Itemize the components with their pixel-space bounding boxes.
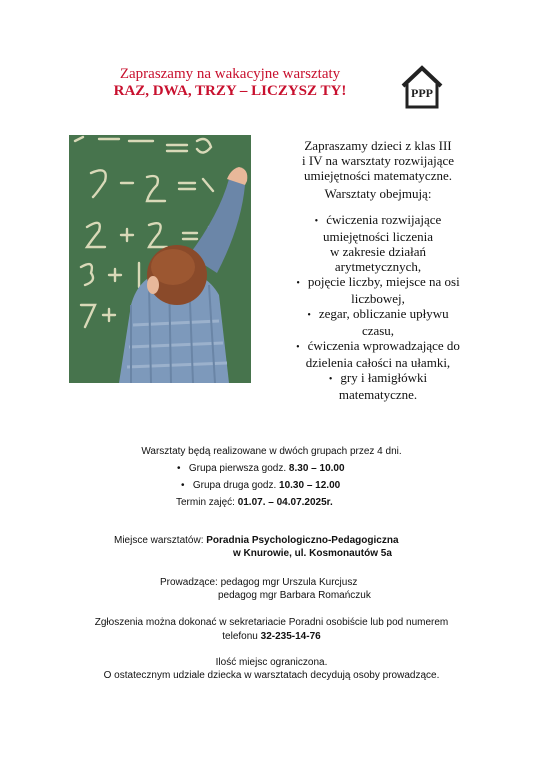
term: Termin zajęć: 01.07. – 04.07.2025r.: [176, 497, 333, 508]
bullet-icon: •: [177, 463, 181, 474]
registration-phone: telefonu 32-235-14-76: [222, 631, 321, 642]
intro-line: i IV na warsztaty rozwijające: [301, 153, 455, 168]
place-address: w Knurowie, ul. Kosmonautów 5a: [233, 548, 392, 559]
limited-places: Ilość miejsc ograniczona.: [215, 657, 328, 668]
place: Miejsce warsztatów: Poradnia Psychologiczno-Pedagogiczna: [114, 535, 399, 546]
title-line-1: Zapraszamy na wakacyjne warsztaty: [119, 66, 341, 82]
leaders: Prowadzące: pedagog mgr Urszula Kurcjusz: [160, 577, 358, 588]
schedule-intro: Warsztaty będą realizowane w dwóch grupach przez 4 dni.: [141, 446, 402, 457]
list-item: • pojęcie liczby, miejsce na osi liczbowej,: [296, 274, 460, 306]
bullet-icon: •: [328, 374, 333, 385]
list-item: • zegar, obliczanie upływu czasu,: [307, 306, 449, 338]
title-line-2: RAZ, DWA, TRZY – LICZYSZ TY!: [113, 83, 347, 99]
group-2: • Grupa druga godz. 10.30 – 12.00: [181, 480, 341, 491]
ppp-logo: [398, 64, 446, 110]
registration-line: Zgłoszenia można dokonać w sekretariacie Poradni osobiście lub pod numerem: [94, 617, 449, 628]
bullet-icon: •: [307, 310, 311, 321]
final-note: O ostatecznym udziale dziecka w warsztatach decydują osoby prowadzące.: [103, 670, 440, 681]
topics-list: [263, 212, 493, 402]
list-item: • ćwiczenia rozwijające umiejętności liczenia w zakresie działań arytmetycznych,: [314, 212, 442, 274]
list-item: • gry i łamigłówki matematyczne.: [328, 370, 428, 402]
covers-label: Warsztaty obejmują:: [324, 186, 432, 201]
intro-line: umiejętności matematyczne.: [304, 168, 452, 183]
bullet-icon: •: [181, 480, 185, 491]
logo-text: PPP: [411, 86, 433, 100]
bullet-icon: •: [296, 342, 300, 353]
leader-2: pedagog mgr Barbara Romańczuk: [218, 590, 371, 601]
photo-child-at-chalkboard: [69, 135, 251, 383]
bullet-icon: •: [296, 278, 300, 289]
group-1: • Grupa pierwsza godz. 8.30 – 10.00: [177, 463, 345, 474]
bullet-icon: •: [314, 216, 319, 227]
intro-line: Zapraszamy dzieci z klas III: [304, 138, 452, 153]
intro-text: [263, 138, 493, 183]
list-item: • ćwiczenia wprowadzające do dzielenia całości na ułamki,: [296, 338, 460, 370]
